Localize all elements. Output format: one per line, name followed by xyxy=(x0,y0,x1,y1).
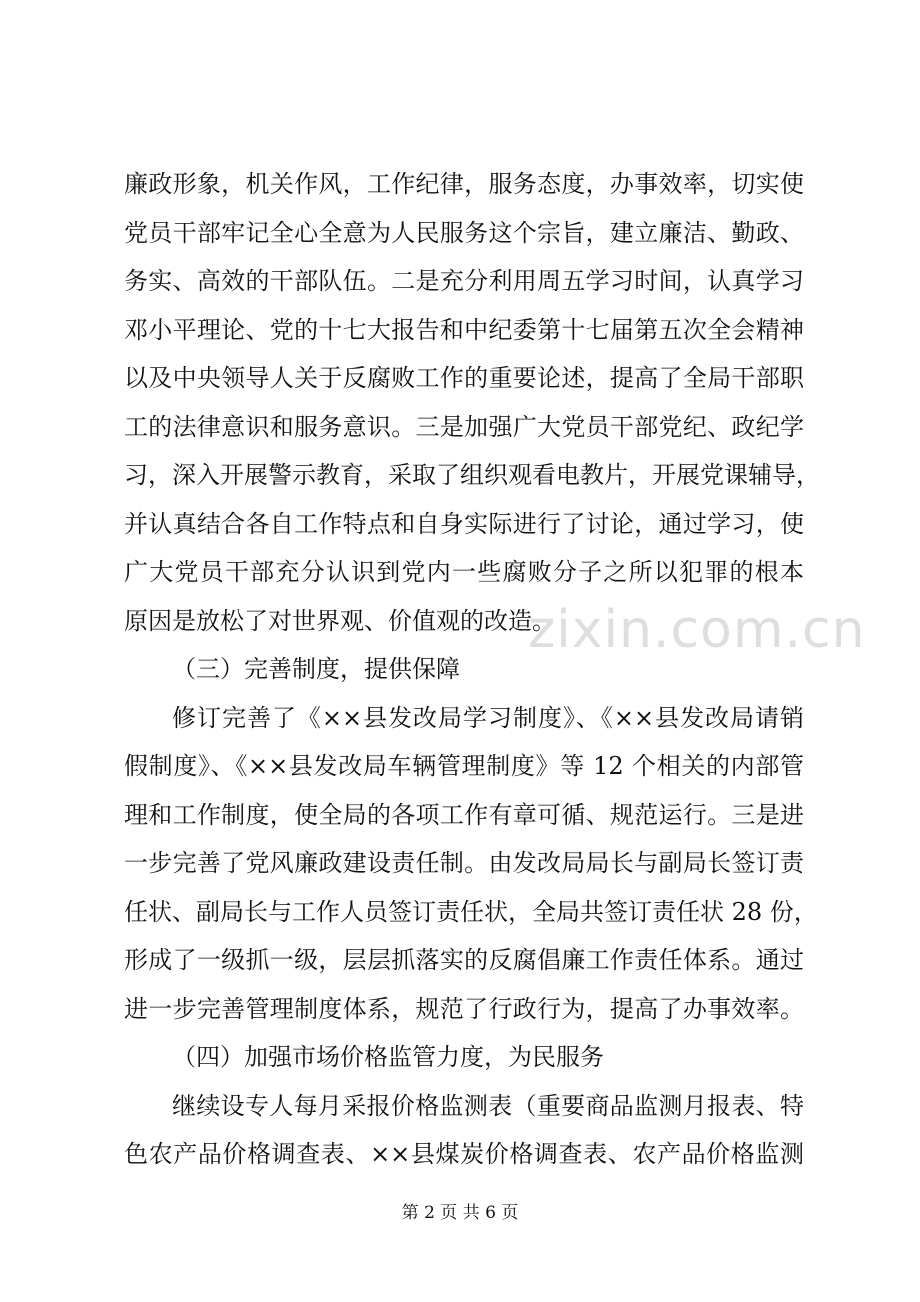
text-line: 邓小平理论、党的十七大报告和中纪委第十七届第五次全会精神 xyxy=(124,315,804,344)
text-line: 工的法律意识和服务意识。三是加强广大党员干部党纪、政纪学 xyxy=(124,412,804,441)
text-line: 廉政形象，机关作风，工作纪律，服务态度，办事效率，切实使 xyxy=(124,170,804,198)
text-line: 色农产品价格调查表、××县煤炭价格调查表、农产品价格监测 xyxy=(124,1140,804,1168)
text-line: 并认真结合各自工作特点和自身实际进行了讨论，通过学习，使 xyxy=(124,509,804,538)
text-line: 务实、高效的干部队伍。二是充分利用周五学习时间，认真学习 xyxy=(124,267,804,295)
text-line: 党员干部牢记全心全意为人民服务这个宗旨，建立廉洁、勤政、 xyxy=(124,218,804,247)
watermark: zixin.com.cn xyxy=(528,600,866,660)
text-line: 理和工作制度，使全局的各项工作有章可循、规范运行。三是进 xyxy=(124,800,804,829)
text-line: 习，深入开展警示教育，采取了组织观看电教片，开展党课辅导， xyxy=(124,461,820,489)
paragraph-1 xyxy=(124,160,820,645)
text-line: 任状、副局长与工作人员签订责任状，全局共签订责任状 28 份， xyxy=(124,897,818,926)
page-number-footer: 第 2 页 共 6 页 xyxy=(401,1203,519,1223)
text-line: 进一步完善管理制度体系，规范了行政行为，提高了办事效率。 xyxy=(124,994,804,1023)
text-line: 广大党员干部充分认识到党内一些腐败分子之所以犯罪的根本 xyxy=(124,558,804,586)
text-line: 继续设专人每月采报价格监测表（重要商品监测月报表、特 xyxy=(172,1091,804,1120)
text-line: 形成了一级抓一级，层层抓落实的反腐倡廉工作责任体系。通过 xyxy=(124,946,804,974)
text-line: 以及中央领导人关于反腐败工作的重要论述，提高了全局干部职 xyxy=(124,364,804,392)
paragraph-2 xyxy=(124,694,818,1034)
text-line: 一步完善了党风廉政建设责任制。由发改局局长与副局长签订责 xyxy=(124,849,804,877)
section-heading-3: （三）完善制度，提供保障 xyxy=(172,655,460,683)
section-heading-4: （四）加强市场价格监管力度，为民服务 xyxy=(172,1043,604,1071)
text-line: 原因是放松了对世界观、价值观的改造。 xyxy=(124,606,556,635)
text-line: 假制度》、《××县发改局车辆管理制度》等 12 个相关的内部管 xyxy=(124,752,804,780)
paragraph-3 xyxy=(124,1082,804,1179)
document-body xyxy=(124,160,820,1179)
text-line: 修订完善了《××县发改局学习制度》、《××县发改局请销 xyxy=(172,703,804,732)
